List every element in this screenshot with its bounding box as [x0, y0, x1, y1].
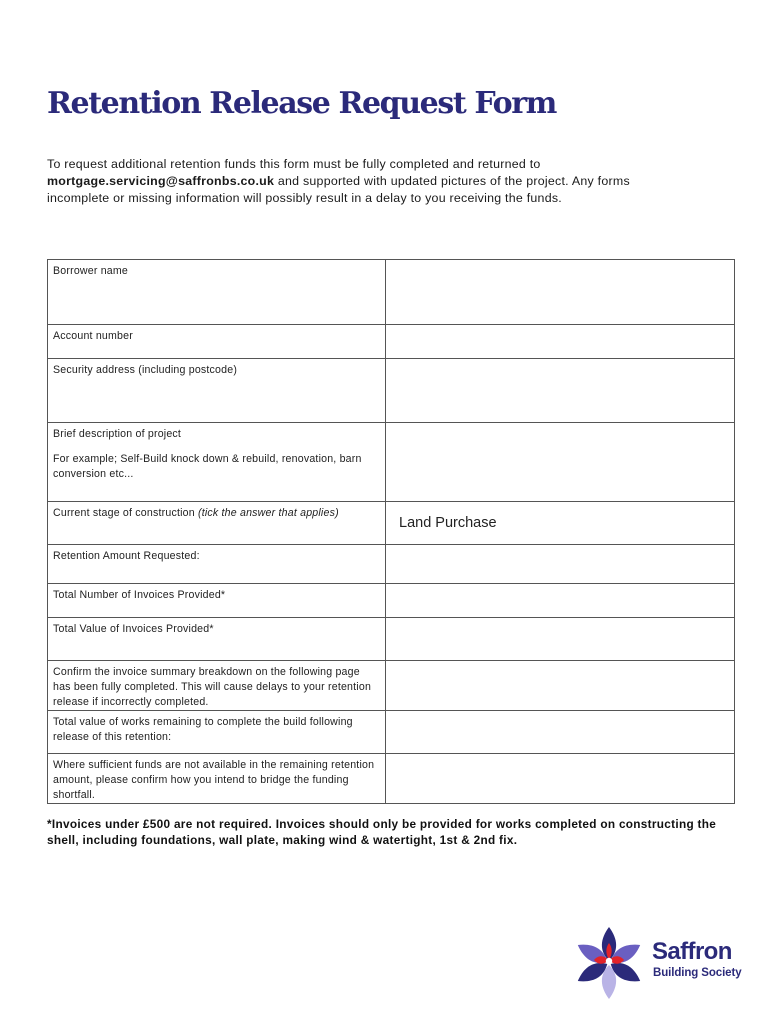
funding-shortfall-label-text: Where sufficient funds are not available in the remaining retention amount, please confirm how you intend to bridge the funding shortfall.: [53, 759, 375, 801]
project-description-label: [48, 423, 386, 502]
works-remaining-label-text: Total value of works remaining to complete the build following release of this retention:: [53, 716, 353, 743]
security-address-label: [48, 359, 386, 423]
retention-amount-field[interactable]: [386, 545, 735, 584]
security-address-field[interactable]: [386, 359, 735, 423]
intro-line-1: To request additional retention funds this form must be fully completed and returned to: [47, 157, 541, 171]
logo-name: Saffron: [652, 938, 732, 965]
account-number-label-text: Account number: [53, 330, 133, 342]
construction-stage-label: [48, 502, 386, 545]
invoice-count-value: [391, 588, 729, 598]
email-link[interactable]: mortgage.servicing@saffronbs.co.uk: [47, 174, 275, 188]
security-address-value: [391, 363, 729, 373]
construction-stage-field[interactable]: [386, 502, 735, 545]
invoice-summary-confirm-value: [391, 665, 729, 675]
borrower-name-label: [48, 260, 386, 325]
invoice-summary-confirm-field[interactable]: [386, 661, 735, 711]
construction-stage-value: Land Purchase: [399, 515, 497, 531]
invoice-footnote: *Invoices under £500 are not required. Invoices should only be provided for works completed on constructing the shell, including foundations, wall plate, making wind & watertight, 1st & 2nd fix.: [47, 817, 717, 847]
account-number-label: [48, 325, 386, 359]
form-row-invoice-value: [48, 618, 735, 661]
intro-paragraph: [47, 156, 727, 207]
form-row-security-address: [48, 359, 735, 423]
account-number-field[interactable]: [386, 325, 735, 359]
funding-shortfall-value: [391, 758, 729, 768]
works-remaining-label: [48, 711, 386, 754]
flower-center: [606, 958, 612, 964]
project-description-label-text: Brief description of project: [53, 428, 182, 440]
project-description-value: [391, 427, 729, 437]
funding-shortfall-label: [48, 754, 386, 804]
invoice-summary-confirm-label: [48, 661, 386, 711]
form-row-funding-shortfall: [48, 754, 735, 804]
works-remaining-field[interactable]: [386, 711, 735, 754]
construction-stage-label-text: Current stage of construction: [53, 507, 198, 519]
saffron-logo: [572, 925, 757, 1000]
invoice-count-label-text: Total Number of Invoices Provided*: [53, 589, 226, 601]
form-row-invoice-count: [48, 584, 735, 618]
form-row-construction-stage: [48, 502, 735, 545]
account-number-value: [391, 329, 729, 339]
form-row-invoice-summary-confirm: [48, 661, 735, 711]
project-description-field[interactable]: [386, 423, 735, 502]
construction-stage-hint: (tick the answer that applies): [197, 507, 339, 519]
invoice-value-field[interactable]: [386, 618, 735, 661]
borrower-name-value: [391, 264, 729, 274]
form-row-account-number: [48, 325, 735, 359]
retention-amount-label: [48, 545, 386, 584]
invoice-count-field[interactable]: [386, 584, 735, 618]
logo-subtitle: Building Society: [653, 967, 742, 979]
works-remaining-value: [391, 715, 729, 725]
form-row-project-description: [48, 423, 735, 502]
borrower-name-field[interactable]: [386, 260, 735, 325]
form-row-borrower-name: [48, 260, 735, 325]
project-description-example: For example; Self-Build knock down & rebuild, renovation, barn conversion etc...: [53, 453, 362, 480]
borrower-name-label-text: Borrower name: [53, 265, 129, 277]
invoice-value-value: [391, 622, 729, 632]
funding-shortfall-field[interactable]: [386, 754, 735, 804]
form-row-retention-amount: [48, 545, 735, 584]
intro-line-3: incomplete or missing information will possibly result in a delay to you receiving the funds.: [47, 191, 562, 205]
page-title: Retention Release Request Form: [47, 86, 556, 121]
invoice-count-label: [48, 584, 386, 618]
intro-line-2: and supported with updated pictures of the project. Any forms: [274, 174, 630, 188]
invoice-summary-confirm-label-text: Confirm the invoice summary breakdown on the following page has been fully completed. This will cause delays to your retention release if incorrectly completed.: [53, 666, 372, 708]
invoice-value-label: [48, 618, 386, 661]
invoice-value-label-text: Total Value of Invoices Provided*: [53, 623, 214, 635]
retention-amount-label-text: Retention Amount Requested:: [53, 550, 200, 562]
retention-amount-value: [391, 549, 729, 559]
retention-form-table: [47, 259, 735, 804]
saffron-flower-icon: [572, 925, 646, 1000]
security-address-label-text: Security address (including postcode): [53, 364, 238, 376]
form-row-works-remaining: [48, 711, 735, 754]
